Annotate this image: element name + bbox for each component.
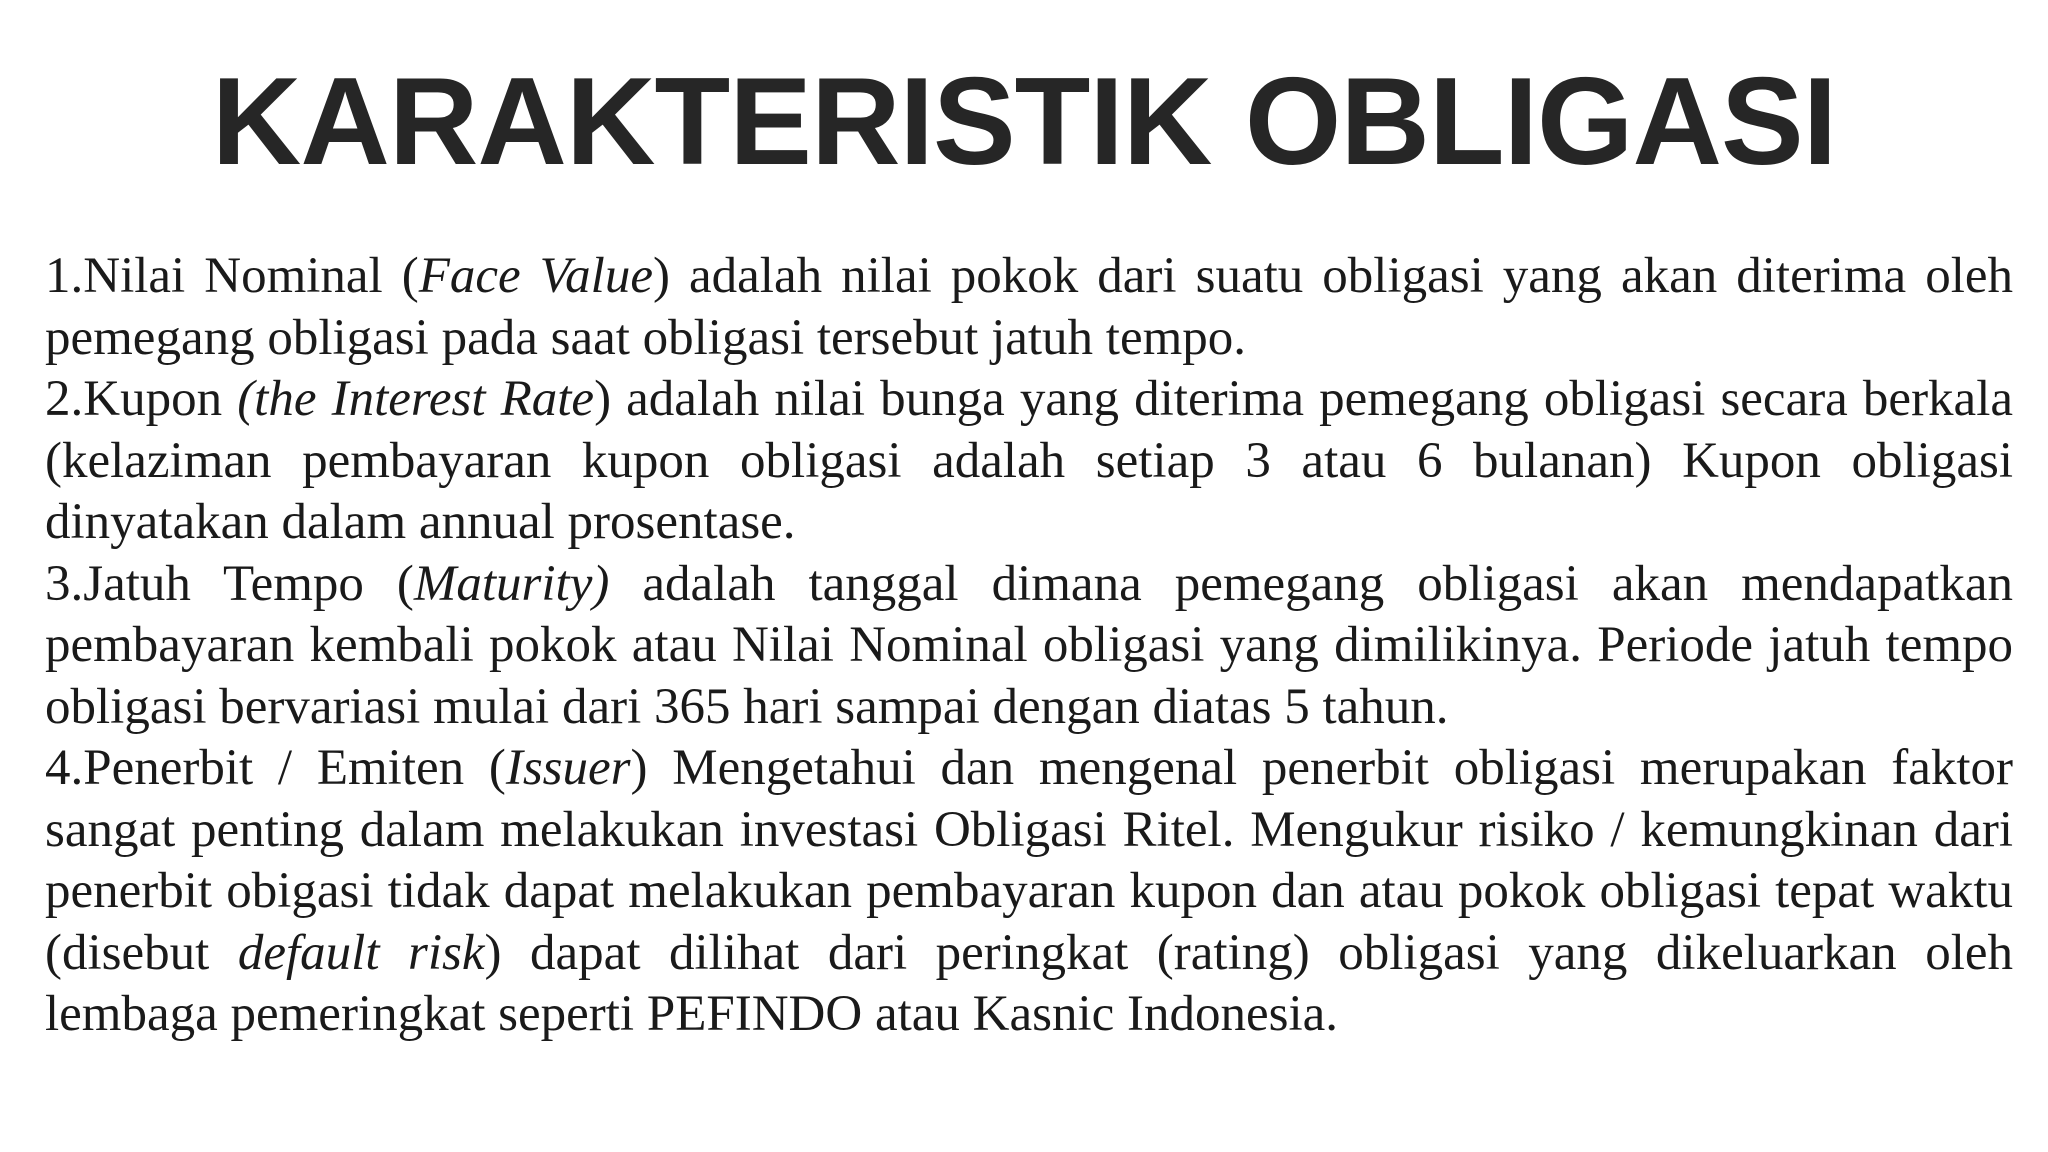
item-term: Issuer xyxy=(505,740,631,796)
item-text: Jatuh Tempo ( xyxy=(83,555,414,612)
list-item-face-value xyxy=(45,246,2013,369)
item-term: Face Value xyxy=(418,248,653,304)
item-number: 2. xyxy=(45,371,84,427)
list-item-maturity xyxy=(45,554,2013,739)
item-text: adalah tanggal dimana pemegang obligasi akan mendapatkan pembayaran kembali pokok atau Nilai Nominal obligasi yang dimilikinya. Periode jatuh tempo obligasi bervariasi mulai dari 365 hari sampai dengan diatas 5 tahun. xyxy=(45,555,2013,735)
item-text: Kupon xyxy=(83,371,238,427)
item-term: (the Interest Rate xyxy=(237,371,595,427)
slide-title: KARAKTERISTIK OBLIGASI xyxy=(211,53,1837,191)
item-text: ) Mengetahui dan mengenal penerbit obligasi merupakan faktor sangat penting dalam melakukan investasi Obligasi Ritel. Mengukur risiko / kemungkinan dari penerbit obigasi tidak dapat melakukan pembayaran kupon dan atau pokok obligasi tepat waktu (disebut xyxy=(45,740,2013,981)
item-text: Penerbit / Emiten ( xyxy=(83,740,506,796)
item-number: 4. xyxy=(45,740,84,796)
item-term: Maturity) xyxy=(413,555,610,612)
item-number: 1. xyxy=(45,248,84,304)
list-item-issuer xyxy=(45,738,2013,1046)
item-number: 3. xyxy=(45,555,84,612)
item-text: ) adalah nilai bunga yang diterima pemegang obligasi secara berkala (kelaziman pembayaran kupon obligasi adalah setiap 3 atau 6 bulanan) Kupon obligasi dinyatakan dalam annual prosentase. xyxy=(45,371,2013,550)
list-item-coupon xyxy=(45,369,2013,554)
item-text: ) dapat dilihat dari peringkat (rating) obligasi yang dikeluarkan oleh lembaga pemeringkat seperti PEFINDO atau Kasnic Indonesia. xyxy=(45,924,2013,1042)
item-term: default risk xyxy=(237,924,485,981)
item-text: ) adalah nilai pokok dari suatu obligasi yang akan diterima oleh pemegang obligasi pada saat obligasi tersebut jatuh tempo. xyxy=(45,248,2014,366)
item-text: Nilai Nominal ( xyxy=(83,248,419,304)
slide-body xyxy=(45,246,2013,1046)
